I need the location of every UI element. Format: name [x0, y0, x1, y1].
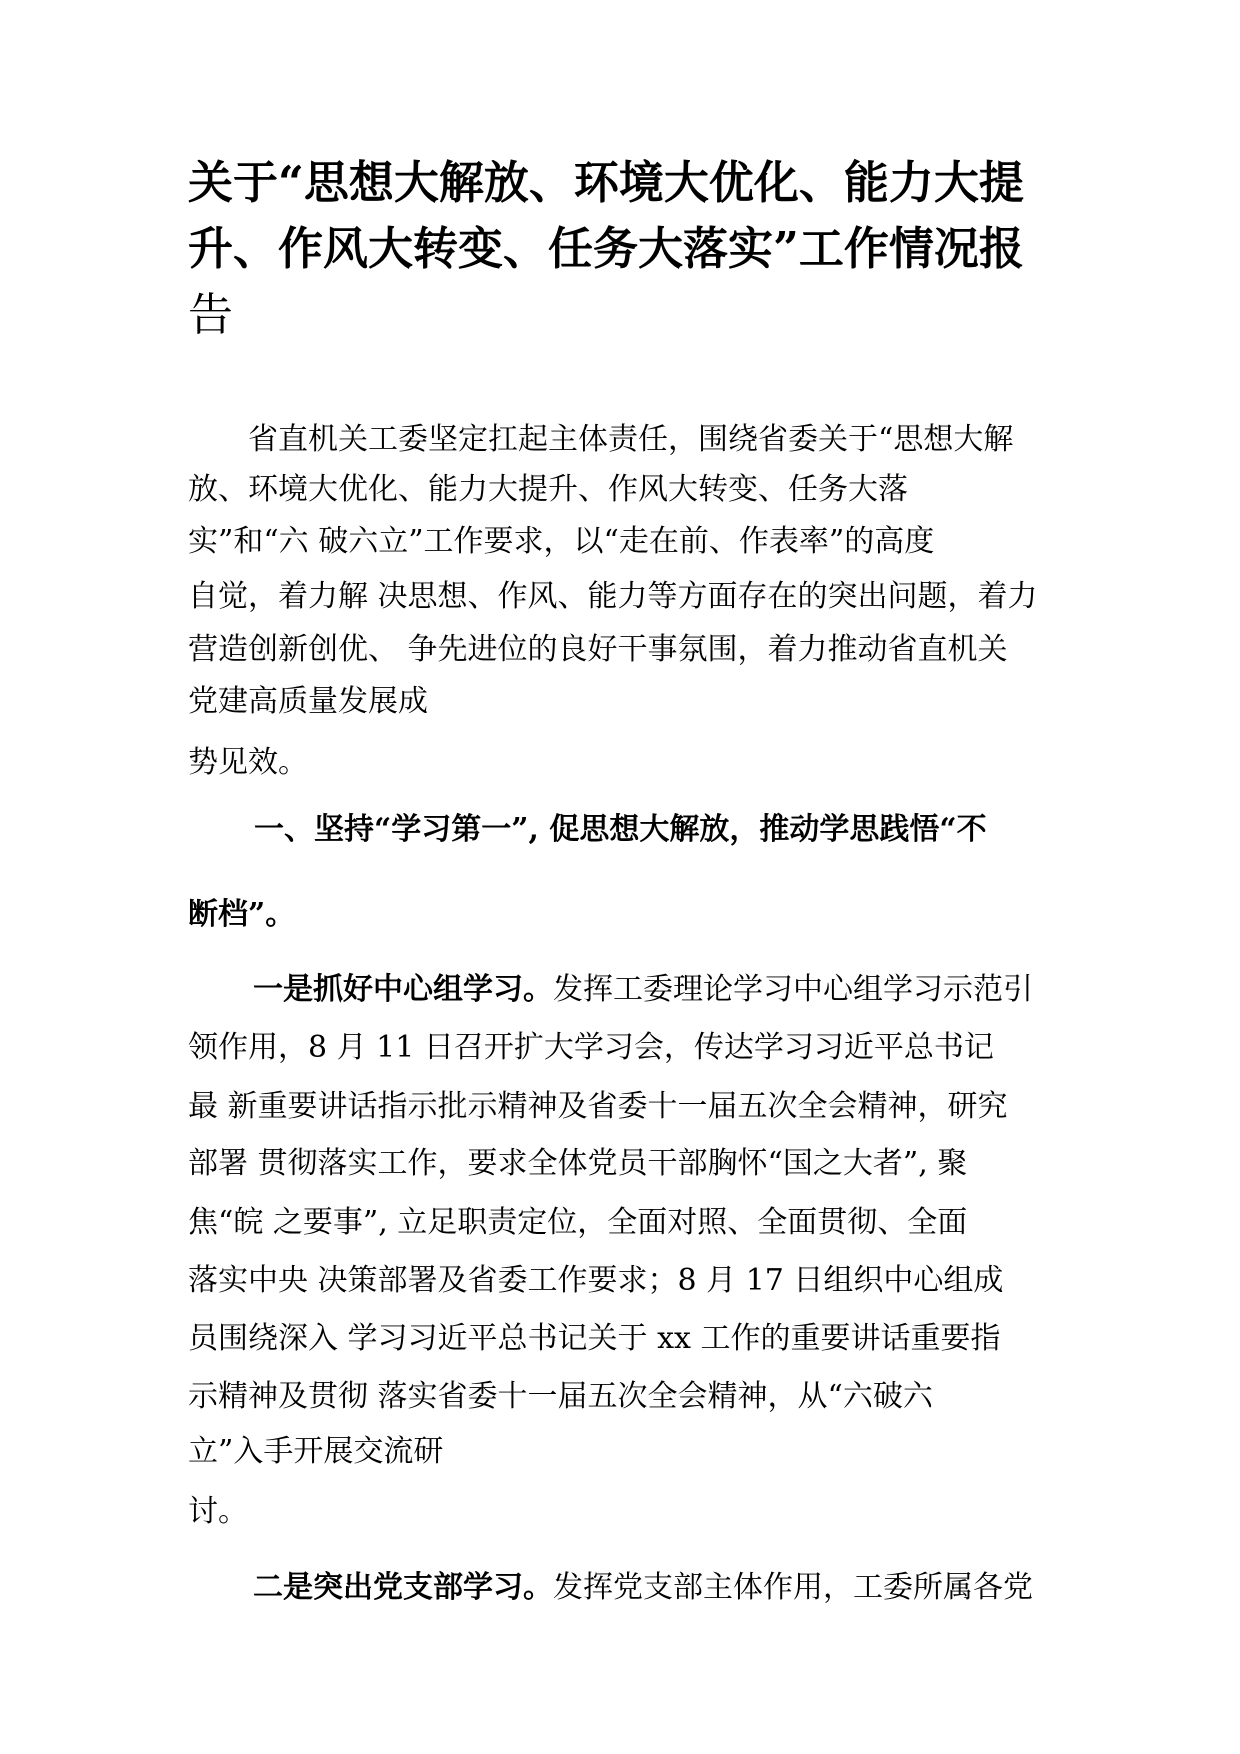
para-1-line-9: 立”入手开展交流研 — [188, 1434, 444, 1469]
title-line-3: 告 — [188, 288, 234, 341]
document-title — [188, 150, 1068, 348]
para-1-lead: 一是抓好中心组学习。 — [253, 972, 553, 1007]
para-1-line-7: 员围绕深入 学习习近平总书记关于 xx 工作的重要讲话重要指 — [188, 1321, 1001, 1356]
para-1-line-4: 部署 贯彻落实工作，要求全体党员干部胸怀“国之大者”, 聚 — [188, 1146, 968, 1181]
intro-line-1: 省直机关工委坚定扛起主体责任，围绕省委关于“思想大解 — [188, 422, 1014, 457]
para-1-line-10: 讨。 — [188, 1494, 248, 1529]
para-2-line-1 — [253, 1568, 1033, 1608]
section-1-heading-line-1: 一、坚持“学习第一”, 促思想大解放，推动学思践悟“不 — [254, 812, 987, 847]
title-line-1: 关于“思想大解放、环境大优化、能力大提 — [188, 156, 1024, 209]
para-1-line-8: 示精神及贯彻 落实省委十一届五次全会精神，从“六破六 — [188, 1379, 933, 1414]
para-1-line-3: 最 新重要讲话指示批示精神及省委十一届五次全会精神，研究 — [188, 1089, 1008, 1124]
intro-line-6: 党建高质量发展成 — [188, 684, 428, 719]
para-1-lead-rest: 发挥工委理论学习中心组学习示范引 — [553, 972, 1033, 1007]
para-1-line-6: 落实中央 决策部署及省委工作要求；8 月 17 日组织中心组成 — [188, 1263, 1004, 1298]
para-1-line-2: 领作用，8 月 11 日召开扩大学习会，传达学习习近平总书记 — [188, 1030, 994, 1065]
para-1-line-1 — [253, 970, 1033, 1010]
para-2-lead: 二是突出党支部学习。 — [253, 1570, 553, 1605]
intro-line-5: 营造创新创优、 争先进位的良好干事氛围，着力推动省直机关 — [188, 632, 1008, 667]
intro-line-7: 势见效。 — [188, 745, 308, 780]
section-1-heading-line-2: 断档”。 — [188, 897, 296, 932]
intro-line-2: 放、环境大优化、能力大提升、作风大转变、任务大落 — [188, 472, 908, 507]
intro-line-4: 自觉，着力解 决思想、作风、能力等方面存在的突出问题，着力 — [188, 579, 1038, 614]
para-1-line-5: 焦“皖 之要事”, 立足职责定位，全面对照、全面贯彻、全面 — [188, 1205, 968, 1240]
intro-line-3: 实”和“六 破六立”工作要求，以“走在前、作表率”的高度 — [188, 524, 935, 559]
title-line-2: 升、作风大转变、任务大落实”工作情况报 — [188, 222, 1024, 275]
para-2-lead-rest: 发挥党支部主体作用，工委所属各党 — [553, 1570, 1033, 1605]
